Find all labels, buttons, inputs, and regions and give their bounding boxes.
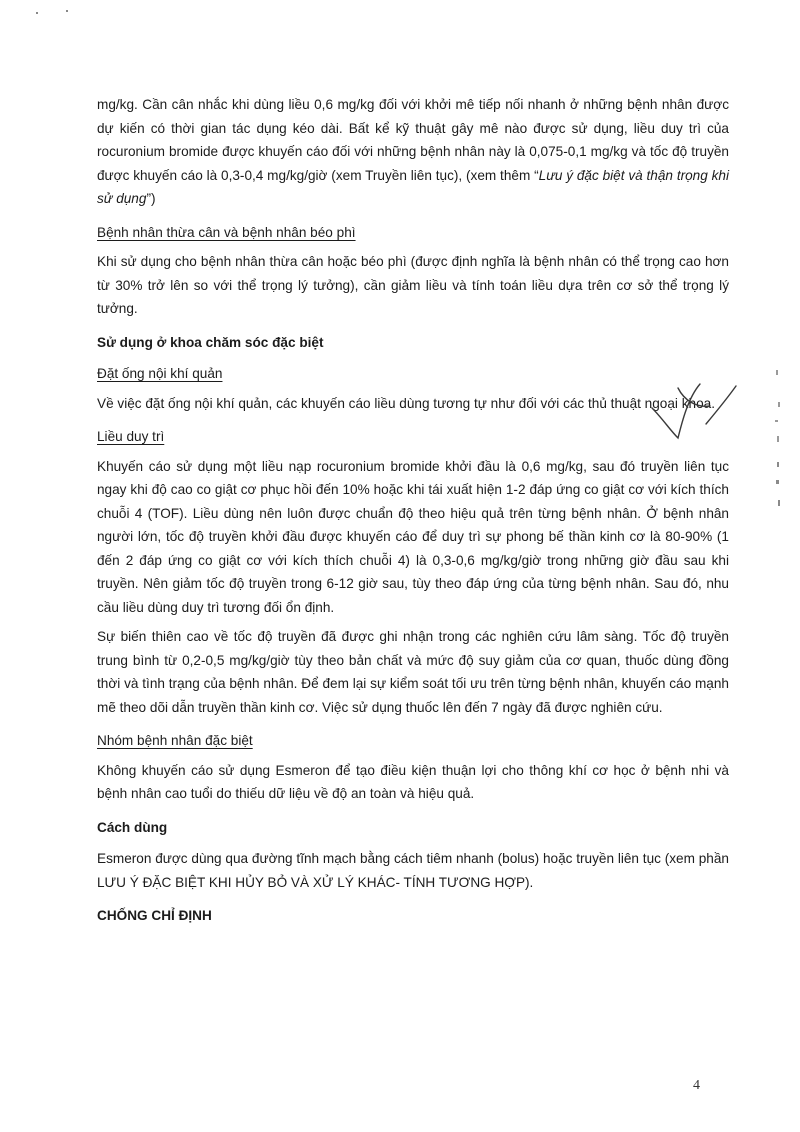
document-body: [97, 93, 729, 936]
heading-intubation: Đặt ống nội khí quản: [97, 366, 223, 381]
obese-paragraph: Khi sử dụng cho bệnh nhân thừa cân hoặc béo phì (được định nghĩa là bệnh nhân có thể trọng cao hơn từ 30% trở lên so với thể trọng lý tưởng), cần giảm liều và tính toán liều dựa trên cơ sở thể trọng lý tưởng.: [97, 254, 729, 316]
heading-obese-patients: Bệnh nhân thừa cân và bệnh nhân béo phì: [97, 224, 356, 240]
heading-maintenance-dose: Liều duy trì: [97, 429, 165, 444]
margin-speck: [777, 436, 779, 442]
special-populations-paragraph: Không khuyến cáo sử dụng Esmeron để tạo điều kiện thuận lợi cho thông khí cơ học ở bệnh nhi và bệnh nhân cao tuổi do thiếu dữ liệu về độ an toàn và hiệu quả.: [97, 762, 729, 801]
scan-speck: [66, 10, 68, 12]
dosage-paragraph: [97, 93, 729, 211]
heading-special-populations: Nhóm bệnh nhân đặc biệt: [97, 733, 253, 748]
heading-administration: Cách dùng: [97, 819, 168, 835]
margin-speck: [777, 462, 779, 467]
maintenance-paragraph: Khuyến cáo sử dụng một liều nạp rocuronium bromide khởi đầu là 0,6 mg/kg, sau đó truyền liên tục ngay khi độ cao co giật cơ phục hồi đến 10% hoặc khi tái xuất hiện 1-2 đáp ứng co giật cơ với kích thích chuỗi 4 (TOF). Liều dùng nên luôn được chuẩn độ theo hiệu quả trên từng bệnh nhân. Ở bệnh nhân người lớn, tốc độ truyền khởi đầu được khuyến cáo để duy trì sự phong bế thần kinh cơ là 80-90% (1 đến 2 đáp ứng co giật cơ với kích thích chuỗi 4) là 0,3-0,6 mg/kg/giờ trong những giờ đầu sau khi truyền. Nên giảm tốc độ truyền trong 6-12 giờ sau, tùy theo đáp ứng của từng bệnh nhân. Sau đó, nhu cầu liều dùng duy trì tương đối ổn định.: [97, 458, 729, 615]
see-also-reference: Lưu ý đặc biệt và thận trọng khi sử dụng: [97, 167, 730, 206]
heading-contraindications: CHỐNG CHỈ ĐỊNH: [97, 908, 212, 923]
handwritten-checkmark: [648, 378, 740, 448]
page-number: 4: [693, 1078, 700, 1093]
scan-speck: [36, 12, 38, 14]
heading-icu-use: Sử dụng ở khoa chăm sóc đặc biệt: [97, 334, 324, 350]
margin-speck: [776, 480, 779, 484]
intubation-paragraph: Về việc đặt ống nội khí quản, các khuyến cáo liều dùng tương tự như đối với các thủ thuật ngoại khoa.: [97, 395, 715, 411]
margin-speck: [776, 370, 778, 375]
margin-speck: [775, 420, 778, 422]
dosage-text: mg/kg. Cần cân nhắc khi dùng liều 0,6 mg/kg đối với khởi mê tiếp nối nhanh ở những bệnh nhân được dự kiến có thời gian tác dụng kéo dài. Bất kể kỹ thuật gây mê nào được sử dụng, liều duy trì của rocuronium bromide được khuyến cáo đối với những bệnh nhân này là 0,075-0,1 mg/kg và tốc độ truyền được khuyến cáo là 0,3-0,4 mg/kg/giờ (xem Truyền liên tục),: [97, 97, 729, 183]
margin-speck: [778, 402, 780, 407]
see-also-prefix: (xem thêm “: [466, 167, 539, 183]
variability-paragraph: Sự biến thiên cao về tốc độ truyền đã được ghi nhận trong các nghiên cứu lâm sàng. Tốc độ truyền trung bình từ 0,2-0,5 mg/kg/giờ tùy theo bản chất và mức độ suy giảm của cơ quan, thuốc dùng đồng thời và tình trạng của bệnh nhân. Để đem lại sự kiểm soát tối ưu trên từng bệnh nhân, khuyến cáo mạnh mẽ theo dõi dẫn truyền thần kinh cơ. Việc sử dụng thuốc lên đến 7 ngày đã được nghiên cứu.: [97, 629, 729, 715]
margin-speck: [778, 500, 780, 506]
administration-paragraph: Esmeron được dùng qua đường tĩnh mạch bằng cách tiêm nhanh (bolus) hoặc truyền liên tục (xem phần LƯU Ý ĐẶC BIỆT KHI HỦY BỎ VÀ XỬ LÝ KHÁC- TÍNH TƯƠNG HỢP).: [97, 851, 729, 890]
see-also-suffix: ”): [146, 191, 156, 206]
